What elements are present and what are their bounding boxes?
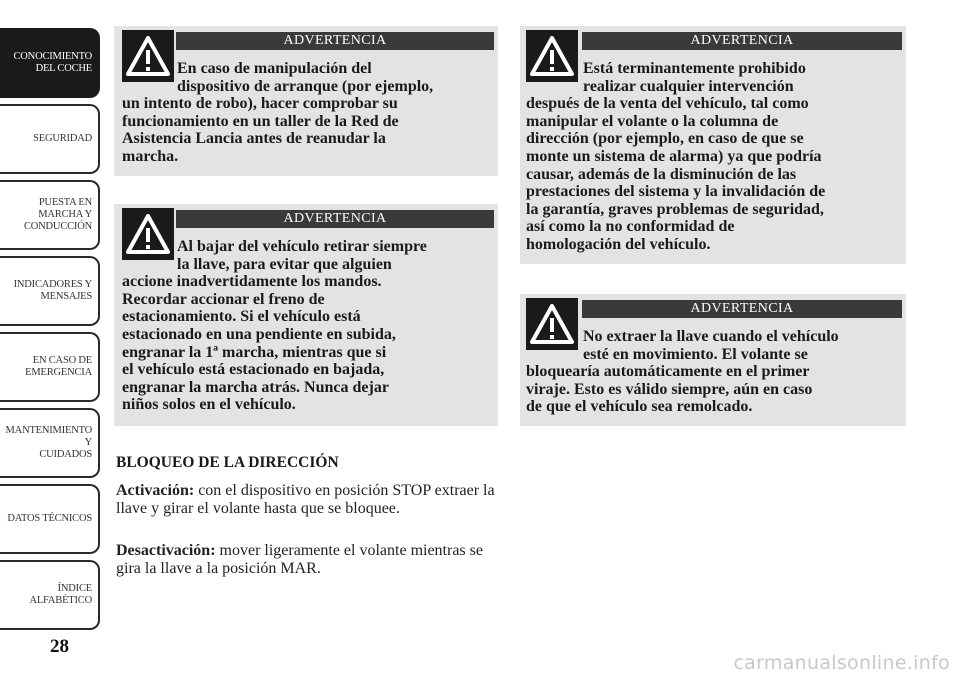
warning-header: ADVERTENCIA: [582, 32, 902, 50]
tab-datos-tecnicos[interactable]: DATOS TÉCNICOS: [0, 484, 100, 554]
deactivation-label: Desactivación:: [116, 542, 216, 559]
warning-box-manipulation: [114, 26, 498, 176]
page-number: 28: [50, 636, 69, 657]
activation-text: con el dispositivo en posición STOP extraer la llave y girar el volante hasta que se bloquee.: [116, 482, 495, 517]
tab-mantenimiento-y-cuidados[interactable]: MANTENIMIENTO Y CUIDADOS: [0, 408, 100, 478]
warning-header: ADVERTENCIA: [176, 210, 494, 228]
tab-seguridad[interactable]: SEGURIDAD: [0, 104, 100, 174]
warning-text: Está terminantemente prohibido realizar cualquier intervención después de la venta del vehículo, tal como manipular el volante o la columna de dirección (por ejemplo, en caso de que se monte un sistema de alarma) ya que podría causar, además de la disminución de las prestaciones del sistema y la invalidación de la garantía, graves problemas de seguridad, así como la no conformidad de homologación del vehículo.: [526, 60, 826, 253]
warning-text: No extraer la llave cuando el vehículo esté en movimiento. El volante se bloquearía automáticamente en el primer viraje. Esto es válido siempre, aún en caso de que el vehículo sea remolcado.: [526, 328, 839, 416]
tab-indice-alfabetico[interactable]: ÍNDICE ALFABÉTICO: [0, 560, 100, 630]
warning-text: Al bajar del vehículo retirar siempre la llave, para evitar que alguien accione inadvertidamente los mandos. Recordar accionar el freno de estacionamiento. Si el vehículo está estacionado en una pendiente en subida, engranar la 1ª marcha, mientras que si el vehículo está estacionado en bajada, engranar la marcha atrás. Nunca dejar niños solos en el vehículo.: [122, 238, 427, 414]
deactivation-text: mover ligeramente el volante mientras se gira la llave a la posición MAR.: [116, 542, 483, 577]
watermark: carmanualsonline.info: [733, 652, 950, 674]
tab-conocimiento-del-coche[interactable]: CONOCIMIENTO DEL COCHE: [0, 28, 100, 98]
tab-en-caso-de-emergencia[interactable]: EN CASO DE EMERGENCIA: [0, 332, 100, 402]
activation-label: Activación:: [116, 482, 195, 499]
warning-box-no-extract-key: [520, 294, 906, 426]
warning-header: ADVERTENCIA: [582, 300, 902, 318]
warning-text: En caso de manipulación del dispositivo de arranque (por ejemplo, un intento de robo), hacer comprobar su funcionamiento en un taller de la Red de Asistencia Lancia antes de reanudar la marcha.: [122, 60, 434, 165]
warning-box-prohibited-intervention: [520, 26, 906, 264]
activation-paragraph: [116, 482, 496, 517]
warning-header: ADVERTENCIA: [176, 32, 494, 50]
section-title: BLOQUEO DE LA DIRECCIÓN: [116, 454, 339, 471]
deactivation-paragraph: [116, 542, 496, 577]
tab-indicadores-y-mensajes[interactable]: INDICADORES Y MENSAJES: [0, 256, 100, 326]
tab-puesta-en-marcha[interactable]: PUESTA EN MARCHA Y CONDUCCIÓN: [0, 180, 100, 250]
warning-box-exit-vehicle: [114, 204, 498, 426]
